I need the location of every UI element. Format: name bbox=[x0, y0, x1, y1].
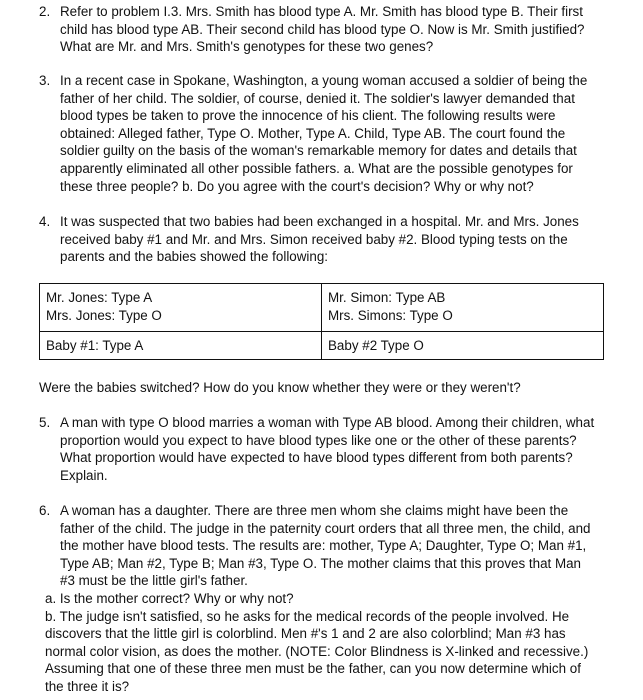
question-text: A woman has a daughter. There are three men whom she claims might have been the father of the child. The judge in the paternity court orders that all three men, the child, and the mother have blood tests. The results are: mother, Type A; Daughter, Type O; Man #1, Type AB; Man #2, Type B; Man #3, Type O. The mother claims that this proves that Man #3 must be the little girl's father. bbox=[60, 503, 591, 589]
table-row bbox=[40, 284, 604, 332]
question-2 bbox=[39, 3, 599, 56]
simon-father: Mr. Simon: Type AB bbox=[328, 290, 446, 305]
question-4 bbox=[39, 213, 599, 266]
question-4-followup: Were the babies switched? How do you know whether they were or they weren't? bbox=[39, 380, 521, 395]
question-5 bbox=[39, 414, 599, 484]
question-number: 2. bbox=[39, 4, 51, 19]
question-text: It was suspected that two babies had been exchanged in a hospital. Mr. and Mrs. Jones received baby #1 and Mr. and Mrs. Simon received baby #2. Blood typing tests on the parents and the babies showed the following: bbox=[60, 214, 579, 265]
question-number: 3. bbox=[39, 73, 51, 88]
jones-father: Mr. Jones: Type A bbox=[46, 290, 153, 305]
baby-2-cell: Baby #2 Type O bbox=[322, 332, 604, 360]
question-text: Refer to problem I.3. Mrs. Smith has blood type A. Mr. Smith has blood type B. Their first child has blood type AB. Their second child has blood type O. Now is Mr. Smith justified? What are Mr. and Mrs. Smith's genotypes for these two genes? bbox=[60, 4, 585, 55]
question-number: 6. bbox=[39, 503, 51, 518]
question-6-part-b: b. The judge isn't satisfied, so he asks for the medical records of the people involved. He discovers that the little girl is colorblind. Men #'s 1 and 2 are also colorblind; Man #3 has normal color vision, as does the mother. (NOTE: Color Blindness is X-linked and recessive.) Assuming that one of these three men must be the father, can you now determine which of the three it is? bbox=[45, 608, 589, 694]
simon-parents-cell bbox=[322, 284, 604, 332]
question-6 bbox=[39, 502, 599, 696]
question-number: 5. bbox=[39, 415, 51, 430]
blood-type-table bbox=[39, 283, 604, 360]
jones-mother: Mrs. Jones: Type O bbox=[46, 307, 162, 323]
question-3 bbox=[39, 72, 599, 195]
question-number: 4. bbox=[39, 214, 51, 229]
table-row bbox=[40, 332, 604, 360]
question-text: A man with type O blood marries a woman with Type AB blood. Among their children, what proportion would you expect to have blood types like one or the other of these parents? What proportion would have expected to have blood types different from both parents? Explain. bbox=[60, 415, 595, 483]
baby-1-cell: Baby #1: Type A bbox=[40, 332, 322, 360]
question-text: In a recent case in Spokane, Washington, a young woman accused a soldier of being the father of her child. The soldier, of course, denied it. The soldier's lawyer demanded that blood types be taken to prove the innocence of his client. The following results were obtained: Alleged father, Type O. Mother, Type A. Child, Type AB. The court found the soldier guilty on the basis of the woman's remarkable memory for dates and details that apparently eliminated all other possible fathers. a. What are the possible genotypes for these three people? b. Do you agree with the court's decision? Why or why not? bbox=[60, 73, 588, 194]
question-6-part-a: a. Is the mother correct? Why or why not? bbox=[45, 590, 294, 606]
jones-parents-cell bbox=[40, 284, 322, 332]
simon-mother: Mrs. Simons: Type O bbox=[328, 307, 453, 323]
